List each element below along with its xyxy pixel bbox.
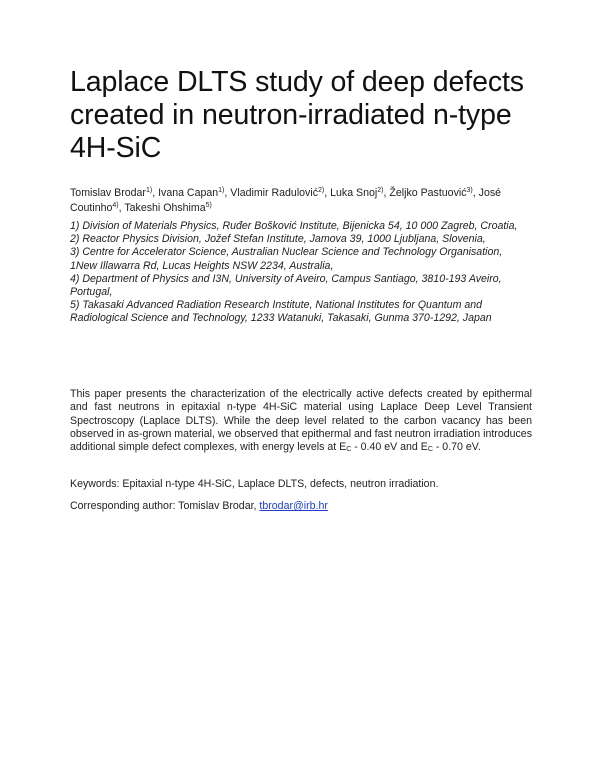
- author-affiliation-mark: 4): [112, 202, 119, 209]
- author-affiliation-mark: 1): [145, 187, 153, 194]
- paper-title: Laplace DLTS study of deep defects created in neutron-irradiated n-type 4H-SiC: [70, 66, 524, 164]
- author: Luka Snoj$^{2)}$,: [330, 187, 390, 199]
- author: Vladimir Radulović$^{2)}$,: [230, 187, 331, 199]
- affiliation-list: [70, 220, 532, 326]
- corresponding-author-line: Corresponding author: Tomislav Brodar, tbrodar@irb.hr: [70, 500, 328, 512]
- abstract-paragraph: This paper presents the characterization of the electrically active defects created by epithermal and fast neutrons in epitaxial n-type 4H-SiC material using Laplace Deep Level Transient Spectroscopy (Laplace DLTS). While the deep level related to the carbon vacancy has been observed in as-grown material, we observed that epithermal and fast neutron irradiation introduces additional simple defect complexes, with energy levels at $E_C - 0.40$ eV and $E_C - 0.70$ eV.: [70, 388, 532, 454]
- author: Željko Pastuović$^{3)}$,: [389, 187, 479, 199]
- keywords-line: Keywords: Epitaxial n-type 4H-SiC, Laplace DLTS, defects, neutron irradiation.: [70, 478, 439, 490]
- author-affiliation-mark: 1): [218, 187, 225, 194]
- affiliation: 5) Takasaki Advanced Radiation Research Institute, National Institutes for Quantum and Radiological Science and Technology, 1233 Watanuki, Takasaki, Gunma 370-1292, Japan: [70, 299, 492, 325]
- author-affiliation-mark: 3): [466, 187, 473, 194]
- author-affiliation-mark: 2): [318, 187, 325, 194]
- affiliation: 3) Centre for Accelerator Science, Australian Nuclear Science and Technology Organisation, 1New Illawarra Rd, Lucas Heights NSW 2234, Australia,: [70, 246, 503, 272]
- author: Ivana Capan$^{1)}$,: [158, 187, 231, 199]
- affiliation: 4) Department of Physics and I3N, University of Aveiro, Campus Santiago, 3810-193 Aveiro, Portugal,: [70, 272, 502, 299]
- author-list: [70, 186, 532, 216]
- email-link[interactable]: tbrodar@irb.hr: [259, 500, 328, 512]
- affiliation: 2) Reactor Physics Division, Jožef Stefan Institute, Jamova 39, 1000 Ljubljana, Slovenia,: [70, 233, 486, 246]
- author: Tomislav Brodar$^{1)}$,: [70, 187, 159, 199]
- author-affiliation-mark: 2): [377, 187, 384, 194]
- author: Takeshi Ohshima$^{5)}$: [124, 202, 212, 214]
- author: José Coutinho$^{4)}$,: [70, 187, 502, 214]
- affiliation: 1) Division of Materials Physics, Ruđer Bošković Institute, Bijenicka 54, 10 000 Zagreb, Croatia,: [70, 220, 518, 232]
- author-affiliation-mark: 5): [205, 202, 212, 209]
